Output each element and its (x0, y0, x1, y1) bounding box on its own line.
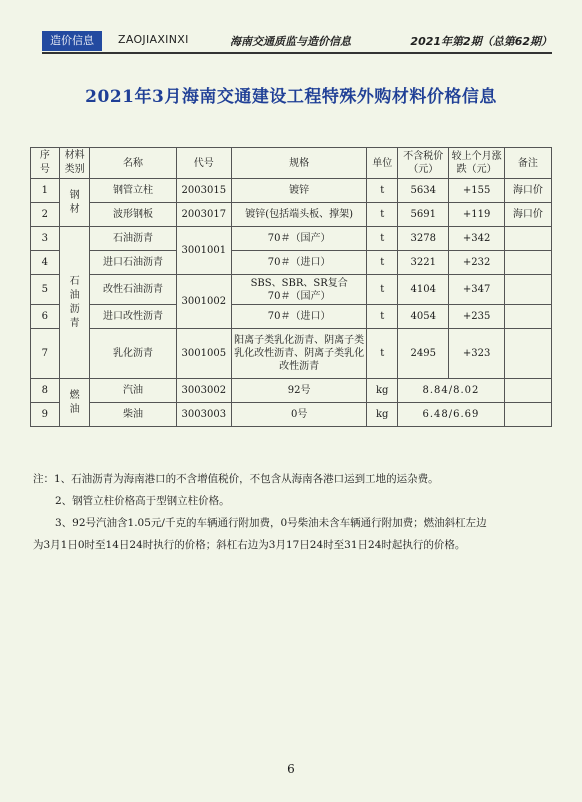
page-number: 6 (287, 762, 295, 776)
cell-code: 3003003 (176, 403, 231, 427)
cell-change: +347 (449, 275, 504, 305)
cell-seq: 7 (31, 329, 60, 379)
cell-seq: 8 (31, 379, 60, 403)
cell-remark (504, 227, 551, 251)
note-3-continued: 为3月1日0时至14日24时执行的价格；斜杠右边为3月17日24时至31日24时起执行的价格。 (33, 539, 466, 551)
header-section-tag: 造价信息 (42, 31, 102, 51)
table-row (31, 305, 552, 329)
cell-seq: 4 (31, 251, 60, 275)
cell-seq: 2 (31, 203, 60, 227)
note-3: 3、92号汽油含1.05元/千克的车辆通行附加费，0号柴油未含车辆通行附加费；燃油斜杠左边 (55, 517, 487, 529)
cell-unit: t (367, 275, 398, 305)
cell-spec: 70＃（国产） (231, 227, 366, 251)
cell-remark: 海口价 (504, 203, 551, 227)
cell-price: 5634 (398, 179, 449, 203)
cell-code: 3003002 (176, 379, 231, 403)
header-pinyin: ZAOJIAXINXI (118, 33, 189, 46)
header-unit: 单位 (367, 148, 398, 179)
cell-unit: t (367, 203, 398, 227)
cell-spec: 镀锌 (231, 179, 366, 203)
cell-name: 进口改性沥青 (90, 305, 176, 329)
cell-name: 汽油 (90, 379, 176, 403)
cell-spec: 镀锌(包括端头板、撑架) (231, 203, 366, 227)
cell-remark (504, 379, 551, 403)
cell-remark (504, 275, 551, 305)
note-1: 注：1、石油沥青为海南港口的不含增值税价，不包含从海南各港口运到工地的运杂费。 (33, 473, 439, 485)
table-row (31, 251, 552, 275)
cell-code: 2003017 (176, 203, 231, 227)
cell-seq: 5 (31, 275, 60, 305)
header-remark: 备注 (504, 148, 551, 179)
table-row (31, 329, 552, 379)
table-header-row (31, 148, 552, 179)
cell-category-fuel: 燃油 (59, 379, 90, 427)
cell-spec: 70＃（进口） (231, 251, 366, 275)
cell-name: 柴油 (90, 403, 176, 427)
cell-unit: kg (367, 379, 398, 403)
cell-name: 钢管立柱 (90, 179, 176, 203)
cell-name: 波形钢板 (90, 203, 176, 227)
table-row (31, 379, 552, 403)
cell-price-merged: 6.48/6.69 (398, 403, 505, 427)
cell-unit: t (367, 179, 398, 203)
cell-unit: t (367, 251, 398, 275)
cell-change: +119 (449, 203, 504, 227)
cell-code: 2003015 (176, 179, 231, 203)
cell-price: 4054 (398, 305, 449, 329)
cell-remark: 海口价 (504, 179, 551, 203)
cell-code-merged: 3001001 (176, 227, 231, 275)
cell-seq: 6 (31, 305, 60, 329)
cell-spec-line: 70＃（国产） (267, 290, 331, 302)
cell-price: 2495 (398, 329, 449, 379)
cell-change: +235 (449, 305, 504, 329)
cell-remark (504, 251, 551, 275)
cell-change: +155 (449, 179, 504, 203)
header-spec: 规格 (231, 148, 366, 179)
table-row (31, 179, 552, 203)
cell-seq: 9 (31, 403, 60, 427)
table-row (31, 275, 552, 305)
page-title: 2021年3月海南交通建设工程特殊外购材料价格信息 (85, 87, 497, 107)
cell-spec: 阳离子类乳化沥青、阴离子类乳化改性沥青、阴离子类乳化改性沥青 (231, 329, 366, 379)
cell-price-merged: 8.84/8.02 (398, 379, 505, 403)
cell-code-merged: 3001002 (176, 275, 231, 329)
cell-code: 3001005 (176, 329, 231, 379)
header-name: 名称 (90, 148, 176, 179)
cell-name: 改性石油沥青 (90, 275, 176, 305)
cell-remark (504, 329, 551, 379)
cell-name: 乳化沥青 (90, 329, 176, 379)
cell-category-steel: 钢材 (59, 179, 90, 227)
table-row (31, 403, 552, 427)
cell-spec (231, 275, 366, 305)
header-divider (42, 52, 552, 54)
cell-price: 3278 (398, 227, 449, 251)
cell-seq: 1 (31, 179, 60, 203)
header-change: 较上个月涨跌（元） (449, 148, 504, 179)
cell-price: 3221 (398, 251, 449, 275)
cell-unit: t (367, 227, 398, 251)
cell-spec: 0号 (231, 403, 366, 427)
notes-section (33, 468, 548, 556)
cell-spec: 70＃（进口） (231, 305, 366, 329)
header-code: 代号 (176, 148, 231, 179)
table-row (31, 227, 552, 251)
cell-unit: kg (367, 403, 398, 427)
price-table (30, 147, 552, 427)
header-seq: 序号 (31, 148, 60, 179)
cell-change: +342 (449, 227, 504, 251)
cell-price: 4104 (398, 275, 449, 305)
header-price: 不含税价（元） (398, 148, 449, 179)
header-category: 材料类别 (59, 148, 90, 179)
cell-unit: t (367, 329, 398, 379)
cell-price: 5691 (398, 203, 449, 227)
cell-remark (504, 403, 551, 427)
cell-spec: 92号 (231, 379, 366, 403)
cell-category-asphalt: 石油沥青 (59, 227, 90, 379)
header-issue-number: 2021年第2期（总第62期） (410, 35, 552, 48)
cell-name: 石油沥青 (90, 227, 176, 251)
cell-unit: t (367, 305, 398, 329)
note-2: 2、钢管立柱价格高于型钢立柱价格。 (55, 495, 230, 507)
cell-seq: 3 (31, 227, 60, 251)
cell-name: 进口石油沥青 (90, 251, 176, 275)
cell-remark (504, 305, 551, 329)
table-row (31, 203, 552, 227)
cell-change: +323 (449, 329, 504, 379)
page-header (42, 31, 552, 53)
cell-spec-line: SBS、SBR、SR复合 (250, 277, 348, 289)
cell-change: +232 (449, 251, 504, 275)
header-journal-name: 海南交通质监与造价信息 (230, 35, 351, 48)
